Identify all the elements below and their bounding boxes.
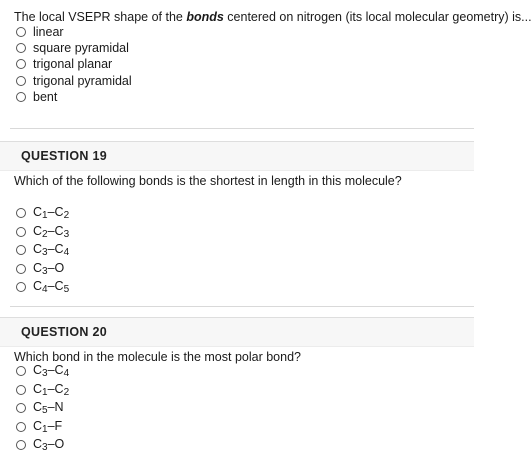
bond-atom: C [33, 223, 43, 238]
option-label: trigonal planar [33, 57, 113, 71]
question-19-text: Which of the following bonds is the shortest in length in this molecule? [14, 174, 402, 188]
bond-subscript: 5 [63, 284, 70, 295]
option-label [33, 437, 64, 453]
option-label: bent [33, 90, 58, 104]
q19-option-4[interactable] [16, 261, 64, 277]
option-label: square pyramidal [33, 41, 129, 55]
bond-atom: C [33, 437, 43, 451]
bond-atom: F [54, 418, 63, 433]
radio-button[interactable] [16, 27, 26, 37]
bond-atom: C [33, 260, 43, 275]
question-18-text-part: centered on nitrogen (its local molecular geometry) is... [223, 10, 532, 24]
bond-atom: O [54, 260, 65, 275]
q19-option-2[interactable] [16, 224, 69, 240]
question-20-text: Which bond in the molecule is the most polar bond? [14, 350, 301, 364]
bond-subscript: 4 [63, 247, 70, 258]
option-label [33, 261, 64, 277]
bond-atom: – [47, 260, 55, 275]
bond-atom: C [54, 381, 64, 396]
option-label [33, 419, 62, 435]
q20-option-4[interactable] [16, 419, 62, 435]
question-20-header [0, 317, 474, 347]
bond-atom: – [47, 437, 55, 451]
q19-option-3[interactable] [16, 242, 69, 258]
bond-subscript: 3 [63, 228, 70, 240]
option-label [33, 242, 69, 258]
option-label [33, 400, 64, 416]
radio-button[interactable] [16, 43, 26, 53]
q18-option-square-pyramidal[interactable] [16, 40, 129, 56]
question-19-title: QUESTION 19 [21, 149, 107, 163]
question-20-title: QUESTION 20 [21, 325, 107, 339]
bond-atom: C [33, 242, 43, 256]
q20-option-5[interactable] [16, 437, 64, 453]
bond-atom: – [47, 242, 55, 256]
option-label [33, 224, 69, 240]
bond-atom: C [33, 418, 43, 433]
bond-subscript: 2 [63, 210, 70, 221]
bond-atom: C [54, 223, 64, 238]
bond-atom: – [47, 223, 55, 238]
bond-atom: – [47, 363, 55, 377]
option-label [33, 382, 69, 398]
q19-option-1[interactable] [16, 205, 69, 221]
radio-button[interactable] [16, 385, 26, 395]
bond-atom: C [33, 205, 43, 219]
option-label [33, 279, 69, 295]
bond-atom: – [47, 400, 55, 414]
q18-option-trigonal-pyramidal[interactable] [16, 73, 132, 89]
bond-atom: C [54, 363, 64, 377]
radio-button[interactable] [16, 227, 26, 237]
bond-subscript: 5 [42, 405, 48, 416]
bond-atom: N [54, 400, 64, 414]
q19-option-5[interactable] [16, 279, 69, 295]
option-label: trigonal pyramidal [33, 74, 132, 88]
bond-subscript: 2 [42, 228, 48, 240]
bond-atom: C [54, 205, 64, 219]
bond-atom: C [54, 242, 64, 256]
option-label [33, 205, 69, 221]
bond-subscript: 1 [42, 210, 48, 221]
bond-atom: – [47, 418, 55, 433]
radio-button[interactable] [16, 264, 26, 274]
q20-option-2[interactable] [16, 382, 69, 398]
radio-button[interactable] [16, 92, 26, 102]
bond-subscript: 3 [42, 265, 48, 277]
bond-atom: C [33, 381, 43, 396]
section-divider [10, 128, 474, 129]
bond-atom: O [54, 437, 65, 451]
bond-subscript: 3 [42, 368, 48, 379]
q18-option-bent[interactable] [16, 89, 57, 105]
q18-option-linear[interactable] [16, 24, 64, 40]
option-label [33, 363, 69, 379]
section-divider [10, 306, 474, 307]
bond-subscript: 1 [42, 386, 48, 398]
bond-atom: C [33, 363, 43, 377]
bond-atom: C [33, 279, 43, 293]
q20-option-1[interactable] [16, 363, 69, 379]
question-18-text [14, 10, 532, 24]
bond-atom: – [47, 205, 55, 219]
radio-button[interactable] [16, 366, 26, 376]
radio-button[interactable] [16, 245, 26, 255]
bond-subscript: 4 [42, 284, 48, 295]
question-19-header [0, 141, 474, 171]
bond-subscript: 1 [42, 423, 48, 435]
radio-button[interactable] [16, 403, 26, 413]
bond-subscript: 4 [63, 368, 70, 379]
q20-option-3[interactable] [16, 400, 64, 416]
radio-button[interactable] [16, 59, 26, 69]
q18-option-trigonal-planar[interactable] [16, 56, 112, 72]
bond-atom: – [47, 381, 55, 396]
radio-button[interactable] [16, 422, 26, 432]
radio-button[interactable] [16, 208, 26, 218]
radio-button[interactable] [16, 76, 26, 86]
bond-atom: C [33, 400, 43, 414]
bond-atom: – [47, 279, 55, 293]
bond-subscript: 3 [42, 442, 48, 453]
question-18-text-part: The local VSEPR shape of the [14, 10, 187, 24]
radio-button[interactable] [16, 440, 26, 450]
option-label: linear [33, 25, 64, 39]
bond-atom: C [54, 279, 64, 293]
radio-button[interactable] [16, 282, 26, 292]
question-18-emphasis: bonds [186, 10, 224, 24]
bond-subscript: 2 [63, 386, 70, 398]
bond-subscript: 3 [42, 247, 48, 258]
